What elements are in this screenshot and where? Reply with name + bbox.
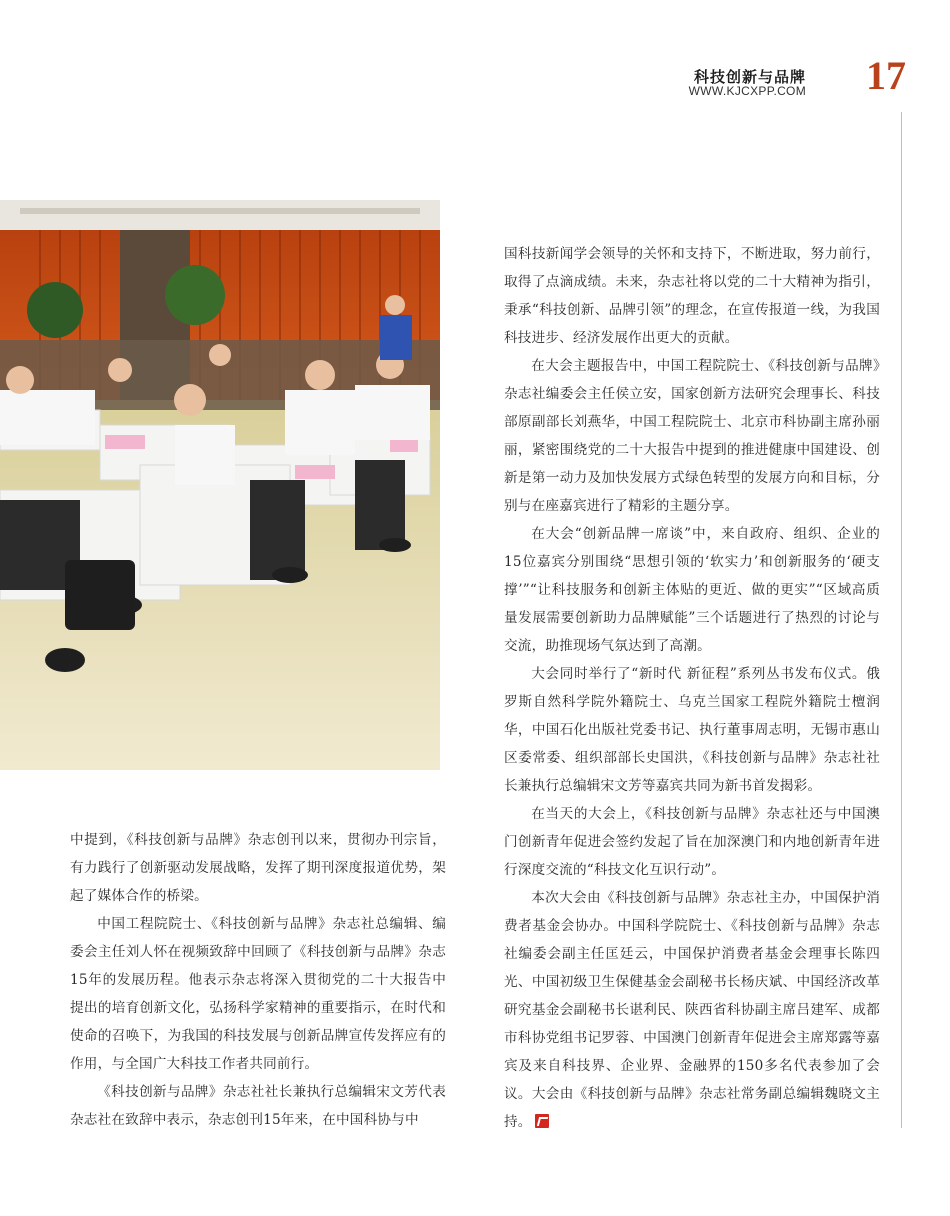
left-paragraph-1: 中提到，《科技创新与品牌》杂志创刊以来，贯彻办刊宗旨，有力践行了创新驱动发展战略，发挥了期刊深度报道优势，架起了媒体合作的桥梁。	[70, 832, 446, 904]
right-paragraph-3: 在大会“创新品牌一席谈”中，来自政府、组织、企业的15位嘉宾分别围绕“思想引领的‘软实力’和创新服务的‘硬支撑’”“让科技服务和创新主体贴的更近、做的更实”“区域高质量发展需要创新助力品牌赋能”三个话题进行了热烈的讨论与交流，助推现场气氛达到了高潮。	[504, 526, 880, 654]
page-number: 17	[866, 53, 906, 98]
page-header	[606, 53, 906, 102]
right-paragraph-1: 国科技新闻学会领导的关怀和支持下，不断进取，努力前行，取得了点滴成绩。未来，杂志社将以党的二十大精神为指引，秉承“科技创新、品牌引领”的理念，在宣传报道一线，为我国科技进步、经济发展作出更大的贡献。	[504, 246, 880, 346]
right-column	[504, 240, 880, 1136]
right-paragraph-2: 在大会主题报告中，中国工程院院士、《科技创新与品牌》杂志社编委会主任侯立安，国家创新方法研究会理事长、科技部原副部长刘燕华，中国工程院院士、北京市科协副主席孙丽丽，紧密围绕党的二十大报告中提到的推进健康中国建设、创新是第一动力及加快发展方式绿色转型的发展方向和目标，分别与在座嘉宾进行了精彩的主题分享。	[504, 358, 880, 514]
right-paragraph-4: 大会同时举行了“新时代 新征程”系列丛书发布仪式。俄罗斯自然科学院外籍院士、乌克兰国家工程院外籍院士檀润华，中国石化出版社党委书记、执行董事周志明，无锡市惠山区委常委、组织部部长史国洪，《科技创新与品牌》杂志社社长兼执行总编辑宋文芳等嘉宾共同为新书首发揭彩。	[504, 666, 880, 794]
magazine-title: 科技创新与品牌	[693, 68, 806, 86]
left-column	[70, 826, 446, 1134]
article-end-icon	[535, 1114, 549, 1128]
vertical-divider	[901, 112, 902, 1128]
conference-photo	[0, 200, 440, 770]
magazine-url: WWW.KJCXPP.COM	[688, 84, 806, 98]
right-paragraph-6-text: 本次大会由《科技创新与品牌》杂志社主办，中国保护消费者基金会协办。中国科学院院士、《科技创新与品牌》杂志社编委会副主任匡廷云，中国保护消费者基金会理事长陈四光、中国初级卫生保健基金会副秘书长杨庆斌、中国经济改革研究基金会副秘书长谌利民、陕西省科协副主席吕建军、成都市科协党组书记罗蓉、中国澳门创新青年促进会主席郑露等嘉宾及来自科技界、企业界、金融界的150多名代表参加了会议。大会由《科技创新与品牌》杂志社常务副总编辑魏晓文主持。	[504, 890, 880, 1130]
right-paragraph-5: 在当天的大会上，《科技创新与品牌》杂志社还与中国澳门创新青年促进会签约发起了旨在加深澳门和内地创新青年进行深度交流的“科技文化互识行动”。	[504, 806, 880, 878]
left-paragraph-2: 中国工程院院士、《科技创新与品牌》杂志社总编辑、编委会主任刘人怀在视频致辞中回顾了《科技创新与品牌》杂志15年的发展历程。他表示杂志将深入贯彻党的二十大报告中提出的培育创新文化，弘扬科学家精神的重要指示，在时代和使命的召唤下，为我国的科技发展与创新品牌宣传发挥应有的作用，与全国广大科技工作者共同前行。	[70, 916, 446, 1072]
left-paragraph-3: 《科技创新与品牌》杂志社社长兼执行总编辑宋文芳代表杂志社在致辞中表示，杂志创刊15年来，在中国科协与中	[70, 1084, 446, 1128]
right-paragraph-6	[504, 884, 880, 1136]
